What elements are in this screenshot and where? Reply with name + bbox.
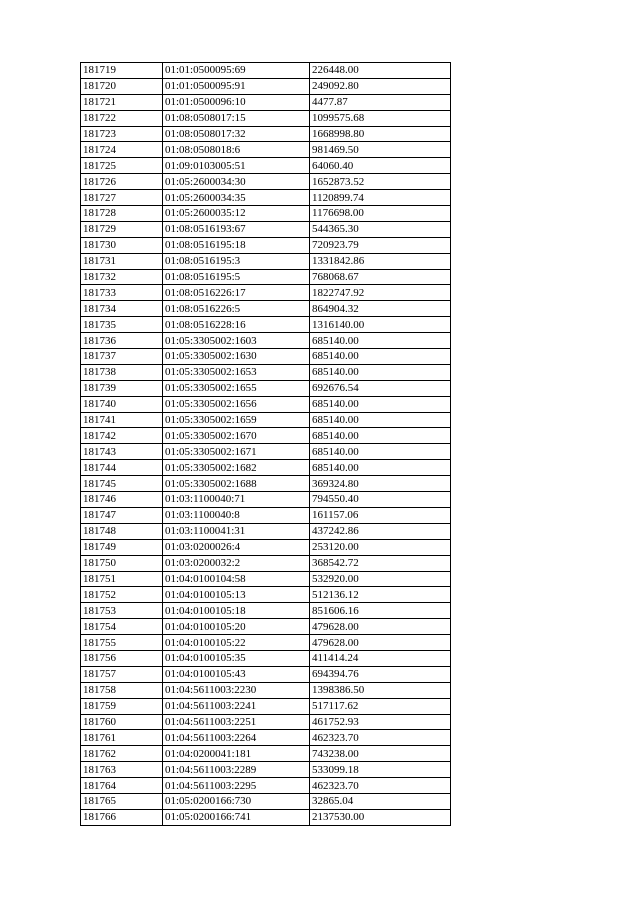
cadastral-number-cell: 01:05:3305002:1655 bbox=[163, 380, 310, 396]
value-cell: 685140.00 bbox=[310, 444, 451, 460]
value-cell: 694394.76 bbox=[310, 666, 451, 682]
row-id-cell: 181735 bbox=[81, 317, 163, 333]
table-row bbox=[81, 762, 451, 778]
cadastral-number-cell: 01:01:0500095:69 bbox=[163, 63, 310, 79]
cadastral-number-cell: 01:04:0100105:18 bbox=[163, 603, 310, 619]
table-row bbox=[81, 682, 451, 698]
row-id-cell: 181748 bbox=[81, 523, 163, 539]
table-row bbox=[81, 396, 451, 412]
row-id-cell: 181756 bbox=[81, 650, 163, 666]
value-cell: 864904.32 bbox=[310, 301, 451, 317]
table-row bbox=[81, 730, 451, 746]
table-row bbox=[81, 555, 451, 571]
value-cell: 1668998.80 bbox=[310, 126, 451, 142]
table-row bbox=[81, 269, 451, 285]
value-cell: 1120899.74 bbox=[310, 190, 451, 206]
value-cell: 685140.00 bbox=[310, 428, 451, 444]
cadastral-number-cell: 01:03:1100041:31 bbox=[163, 523, 310, 539]
cadastral-number-cell: 01:08:0508017:32 bbox=[163, 126, 310, 142]
cadastral-number-cell: 01:05:0200166:741 bbox=[163, 809, 310, 825]
cadastral-number-cell: 01:03:0200032:2 bbox=[163, 555, 310, 571]
table-row bbox=[81, 174, 451, 190]
table-row bbox=[81, 571, 451, 587]
cadastral-number-cell: 01:04:0100105:22 bbox=[163, 635, 310, 651]
cadastral-number-cell: 01:08:0516193:67 bbox=[163, 221, 310, 237]
table-row bbox=[81, 635, 451, 651]
value-cell: 743238.00 bbox=[310, 746, 451, 762]
cadastral-number-cell: 01:05:2600034:35 bbox=[163, 190, 310, 206]
value-cell: 462323.70 bbox=[310, 730, 451, 746]
cadastral-number-cell: 01:03:1100040:8 bbox=[163, 507, 310, 523]
row-id-cell: 181749 bbox=[81, 539, 163, 555]
cadastral-number-cell: 01:01:0500096:10 bbox=[163, 94, 310, 110]
table-row bbox=[81, 476, 451, 492]
cadastral-number-cell: 01:08:0516226:17 bbox=[163, 285, 310, 301]
value-cell: 411414.24 bbox=[310, 650, 451, 666]
row-id-cell: 181742 bbox=[81, 428, 163, 444]
value-cell: 685140.00 bbox=[310, 412, 451, 428]
cadastral-number-cell: 01:05:3305002:1659 bbox=[163, 412, 310, 428]
row-id-cell: 181730 bbox=[81, 237, 163, 253]
row-id-cell: 181738 bbox=[81, 364, 163, 380]
table-row bbox=[81, 364, 451, 380]
row-id-cell: 181750 bbox=[81, 555, 163, 571]
cadastral-number-cell: 01:08:0516195:5 bbox=[163, 269, 310, 285]
table-row bbox=[81, 666, 451, 682]
value-cell: 1176698.00 bbox=[310, 206, 451, 222]
row-id-cell: 181762 bbox=[81, 746, 163, 762]
table-row bbox=[81, 63, 451, 79]
row-id-cell: 181745 bbox=[81, 476, 163, 492]
cadastral-number-cell: 01:04:5611003:2295 bbox=[163, 778, 310, 794]
value-cell: 461752.93 bbox=[310, 714, 451, 730]
table-row bbox=[81, 78, 451, 94]
cadastral-number-cell: 01:04:0100105:43 bbox=[163, 666, 310, 682]
cadastral-number-cell: 01:05:2600034:30 bbox=[163, 174, 310, 190]
cadastral-number-cell: 01:05:3305002:1671 bbox=[163, 444, 310, 460]
table-row bbox=[81, 190, 451, 206]
cadastral-number-cell: 01:05:3305002:1653 bbox=[163, 364, 310, 380]
row-id-cell: 181751 bbox=[81, 571, 163, 587]
cadastral-number-cell: 01:04:0100105:20 bbox=[163, 619, 310, 635]
cadastral-number-cell: 01:04:0100104:58 bbox=[163, 571, 310, 587]
cadastral-number-cell: 01:05:3305002:1688 bbox=[163, 476, 310, 492]
cadastral-number-cell: 01:04:5611003:2264 bbox=[163, 730, 310, 746]
value-cell: 851606.16 bbox=[310, 603, 451, 619]
value-cell: 1652873.52 bbox=[310, 174, 451, 190]
cadastral-number-cell: 01:04:0200041:181 bbox=[163, 746, 310, 762]
table-row bbox=[81, 110, 451, 126]
value-cell: 226448.00 bbox=[310, 63, 451, 79]
value-cell: 2137530.00 bbox=[310, 809, 451, 825]
value-cell: 517117.62 bbox=[310, 698, 451, 714]
table-row bbox=[81, 793, 451, 809]
value-cell: 532920.00 bbox=[310, 571, 451, 587]
value-cell: 161157.06 bbox=[310, 507, 451, 523]
row-id-cell: 181722 bbox=[81, 110, 163, 126]
cadastral-number-cell: 01:04:5611003:2251 bbox=[163, 714, 310, 730]
cadastral-number-cell: 01:03:1100040:71 bbox=[163, 492, 310, 508]
table-row bbox=[81, 460, 451, 476]
value-cell: 369324.80 bbox=[310, 476, 451, 492]
row-id-cell: 181719 bbox=[81, 63, 163, 79]
value-cell: 249092.80 bbox=[310, 78, 451, 94]
table-row bbox=[81, 619, 451, 635]
row-id-cell: 181746 bbox=[81, 492, 163, 508]
value-cell: 685140.00 bbox=[310, 333, 451, 349]
cadastral-number-cell: 01:05:3305002:1656 bbox=[163, 396, 310, 412]
cadastral-number-cell: 01:05:3305002:1630 bbox=[163, 349, 310, 365]
row-id-cell: 181725 bbox=[81, 158, 163, 174]
cadastral-number-cell: 01:08:0516228:16 bbox=[163, 317, 310, 333]
cadastral-number-cell: 01:08:0508017:15 bbox=[163, 110, 310, 126]
value-cell: 685140.00 bbox=[310, 396, 451, 412]
cadastral-number-cell: 01:05:0200166:730 bbox=[163, 793, 310, 809]
value-cell: 794550.40 bbox=[310, 492, 451, 508]
row-id-cell: 181721 bbox=[81, 94, 163, 110]
table-row bbox=[81, 746, 451, 762]
row-id-cell: 181741 bbox=[81, 412, 163, 428]
value-cell: 685140.00 bbox=[310, 349, 451, 365]
table-row bbox=[81, 253, 451, 269]
row-id-cell: 181752 bbox=[81, 587, 163, 603]
cadastral-number-cell: 01:08:0516195:18 bbox=[163, 237, 310, 253]
row-id-cell: 181731 bbox=[81, 253, 163, 269]
table-row bbox=[81, 809, 451, 825]
table-row bbox=[81, 126, 451, 142]
table-row bbox=[81, 380, 451, 396]
table-row bbox=[81, 221, 451, 237]
row-id-cell: 181740 bbox=[81, 396, 163, 412]
table-row bbox=[81, 412, 451, 428]
row-id-cell: 181736 bbox=[81, 333, 163, 349]
value-cell: 1331842.86 bbox=[310, 253, 451, 269]
row-id-cell: 181754 bbox=[81, 619, 163, 635]
value-cell: 768068.67 bbox=[310, 269, 451, 285]
row-id-cell: 181744 bbox=[81, 460, 163, 476]
cadastral-number-cell: 01:09:0103005:51 bbox=[163, 158, 310, 174]
table-row bbox=[81, 650, 451, 666]
table-row bbox=[81, 94, 451, 110]
row-id-cell: 181747 bbox=[81, 507, 163, 523]
cadastral-number-cell: 01:08:0516226:5 bbox=[163, 301, 310, 317]
table-row bbox=[81, 142, 451, 158]
table-row bbox=[81, 444, 451, 460]
table-row bbox=[81, 333, 451, 349]
table-body bbox=[81, 63, 451, 826]
row-id-cell: 181758 bbox=[81, 682, 163, 698]
row-id-cell: 181724 bbox=[81, 142, 163, 158]
value-cell: 479628.00 bbox=[310, 619, 451, 635]
cadastral-number-cell: 01:05:3305002:1603 bbox=[163, 333, 310, 349]
row-id-cell: 181723 bbox=[81, 126, 163, 142]
table-row bbox=[81, 507, 451, 523]
value-cell: 1398386.50 bbox=[310, 682, 451, 698]
row-id-cell: 181743 bbox=[81, 444, 163, 460]
cadastral-number-cell: 01:04:5611003:2241 bbox=[163, 698, 310, 714]
cadastral-number-cell: 01:05:2600035:12 bbox=[163, 206, 310, 222]
value-cell: 253120.00 bbox=[310, 539, 451, 555]
row-id-cell: 181728 bbox=[81, 206, 163, 222]
row-id-cell: 181734 bbox=[81, 301, 163, 317]
cadastral-number-cell: 01:04:0100105:13 bbox=[163, 587, 310, 603]
value-cell: 981469.50 bbox=[310, 142, 451, 158]
cadastral-number-cell: 01:05:3305002:1682 bbox=[163, 460, 310, 476]
row-id-cell: 181732 bbox=[81, 269, 163, 285]
value-cell: 64060.40 bbox=[310, 158, 451, 174]
value-cell: 1099575.68 bbox=[310, 110, 451, 126]
cadastral-number-cell: 01:08:0508018:6 bbox=[163, 142, 310, 158]
table-row bbox=[81, 317, 451, 333]
table-row bbox=[81, 778, 451, 794]
row-id-cell: 181739 bbox=[81, 380, 163, 396]
cadastral-number-cell: 01:04:5611003:2230 bbox=[163, 682, 310, 698]
row-id-cell: 181759 bbox=[81, 698, 163, 714]
value-cell: 1822747.92 bbox=[310, 285, 451, 301]
value-cell: 1316140.00 bbox=[310, 317, 451, 333]
table-row bbox=[81, 698, 451, 714]
cadastral-number-cell: 01:05:3305002:1670 bbox=[163, 428, 310, 444]
data-table bbox=[80, 62, 451, 826]
table-row bbox=[81, 603, 451, 619]
row-id-cell: 181766 bbox=[81, 809, 163, 825]
cadastral-number-cell: 01:08:0516195:3 bbox=[163, 253, 310, 269]
cadastral-number-cell: 01:03:0200026:4 bbox=[163, 539, 310, 555]
value-cell: 685140.00 bbox=[310, 460, 451, 476]
table-row bbox=[81, 714, 451, 730]
table-row bbox=[81, 285, 451, 301]
row-id-cell: 181765 bbox=[81, 793, 163, 809]
table-row bbox=[81, 206, 451, 222]
value-cell: 685140.00 bbox=[310, 364, 451, 380]
table-row bbox=[81, 523, 451, 539]
row-id-cell: 181761 bbox=[81, 730, 163, 746]
row-id-cell: 181727 bbox=[81, 190, 163, 206]
row-id-cell: 181733 bbox=[81, 285, 163, 301]
table-row bbox=[81, 158, 451, 174]
table-row bbox=[81, 349, 451, 365]
value-cell: 533099.18 bbox=[310, 762, 451, 778]
value-cell: 512136.12 bbox=[310, 587, 451, 603]
value-cell: 437242.86 bbox=[310, 523, 451, 539]
row-id-cell: 181720 bbox=[81, 78, 163, 94]
row-id-cell: 181764 bbox=[81, 778, 163, 794]
table-row bbox=[81, 587, 451, 603]
row-id-cell: 181755 bbox=[81, 635, 163, 651]
row-id-cell: 181753 bbox=[81, 603, 163, 619]
value-cell: 544365.30 bbox=[310, 221, 451, 237]
row-id-cell: 181763 bbox=[81, 762, 163, 778]
value-cell: 479628.00 bbox=[310, 635, 451, 651]
table-row bbox=[81, 301, 451, 317]
value-cell: 692676.54 bbox=[310, 380, 451, 396]
row-id-cell: 181760 bbox=[81, 714, 163, 730]
value-cell: 462323.70 bbox=[310, 778, 451, 794]
table-row bbox=[81, 237, 451, 253]
value-cell: 32865.04 bbox=[310, 793, 451, 809]
value-cell: 720923.79 bbox=[310, 237, 451, 253]
value-cell: 4477.87 bbox=[310, 94, 451, 110]
table-row bbox=[81, 539, 451, 555]
cadastral-number-cell: 01:01:0500095:91 bbox=[163, 78, 310, 94]
table-row bbox=[81, 492, 451, 508]
value-cell: 368542.72 bbox=[310, 555, 451, 571]
row-id-cell: 181726 bbox=[81, 174, 163, 190]
cadastral-number-cell: 01:04:5611003:2289 bbox=[163, 762, 310, 778]
row-id-cell: 181757 bbox=[81, 666, 163, 682]
cadastral-number-cell: 01:04:0100105:35 bbox=[163, 650, 310, 666]
row-id-cell: 181729 bbox=[81, 221, 163, 237]
row-id-cell: 181737 bbox=[81, 349, 163, 365]
table-row bbox=[81, 428, 451, 444]
